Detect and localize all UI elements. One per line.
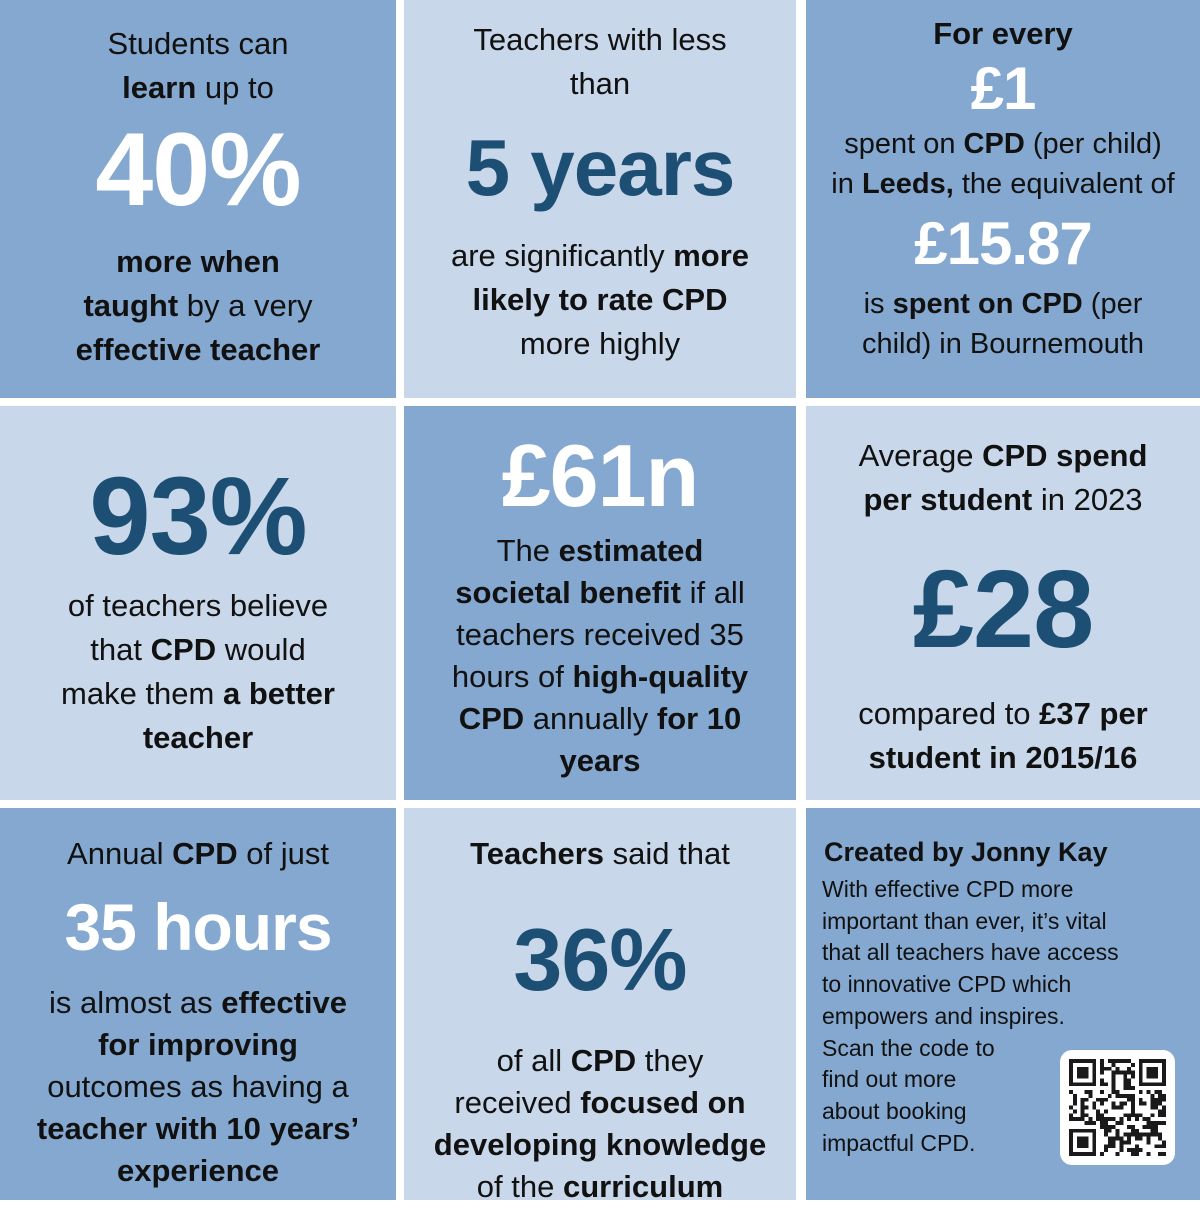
author-description-line: to innovative CPD which	[822, 971, 1072, 998]
author-description-line: impactful CPD.	[822, 1129, 976, 1156]
tile4-line3: make them a better	[61, 676, 335, 711]
author-description-line: With effective CPD more	[822, 876, 1074, 902]
stat-93-percent: 93%	[89, 455, 307, 578]
tile4-line4: teacher	[142, 720, 254, 755]
tile-5-years	[404, 0, 796, 398]
tile1-line5: effective teacher	[75, 332, 321, 367]
tile8-line5: of the curriculum	[476, 1169, 724, 1204]
tile6-line4: student in 2015/16	[868, 740, 1138, 775]
qr-code[interactable]	[1060, 1050, 1175, 1165]
tile4-line2: that CPD would	[90, 632, 306, 667]
tile6-line1: Average CPD spend	[858, 438, 1148, 473]
author-description-line: empowers and inspires.	[822, 1002, 1065, 1029]
tile-61-billion	[404, 406, 796, 800]
tile3-line3: in Leeds, the equivalent of	[831, 168, 1175, 200]
tile2-line2: than	[569, 66, 631, 101]
author-heading: Created by Jonny Kay	[824, 837, 1108, 867]
tile7-line6: experience	[117, 1153, 279, 1188]
stat-1-pound: £1	[970, 55, 1036, 122]
tile3-line2: spent on CPD (per child)	[844, 128, 1162, 160]
qr-code-icon	[1069, 1059, 1166, 1156]
tile5-line4: hours of high-quality	[451, 659, 749, 694]
stat-40-percent: 40%	[95, 112, 301, 228]
tile-35-hours	[0, 808, 396, 1200]
tile6-line2: per student in 2023	[863, 482, 1143, 517]
stat-15-87: £15.87	[914, 210, 1092, 277]
tile1-line2: learn up to	[122, 70, 274, 105]
author-description-line: about booking	[822, 1097, 967, 1124]
author-description-line: that all teachers have access	[822, 939, 1119, 966]
tile7-line3: for improving	[98, 1027, 298, 1062]
tile7-line4: outcomes as having a	[47, 1069, 349, 1104]
tile2-line5: more highly	[519, 326, 681, 361]
tile7-line5: teacher with 10 years’	[36, 1111, 360, 1146]
tile2-line4: likely to rate CPD	[472, 282, 728, 317]
stat-28-pounds: £28	[912, 548, 1094, 671]
stat-35-hours: 35 hours	[64, 890, 332, 964]
author-description-line: Scan the code to	[822, 1034, 995, 1061]
tile3-line4: is spent on CPD (per	[863, 288, 1143, 320]
tile8-line4: developing knowledge	[433, 1127, 767, 1162]
tile-93-percent	[0, 406, 396, 800]
tile7-line1: Annual CPD of just	[67, 836, 329, 871]
tile2-line1: Teachers with less	[473, 22, 727, 57]
tile5-line5: CPD annually for 10	[458, 701, 742, 736]
tile8-line1: Teachers said that	[470, 836, 730, 871]
tile8-line2: of all CPD they	[496, 1043, 704, 1078]
tile-28-pounds	[806, 406, 1200, 800]
tile1-line1: Students can	[107, 26, 289, 61]
tile6-line3: compared to £37 per	[858, 696, 1148, 731]
stat-61n: £61n	[501, 426, 699, 525]
tile8-line3: received focused on	[454, 1085, 746, 1120]
tile5-line1: The estimated	[496, 533, 704, 568]
tile1-line3: more when	[116, 244, 280, 279]
tile-40-percent	[0, 0, 396, 398]
tile4-line1: of teachers believe	[67, 588, 329, 623]
tile-leeds-bournemouth	[806, 0, 1200, 398]
author-description-line: find out more	[822, 1066, 957, 1093]
tile1-line4: taught by a very	[83, 288, 313, 323]
tile-36-percent	[404, 808, 796, 1204]
tile2-line3: are significantly more	[450, 238, 750, 273]
stat-5-years: 5 years	[465, 123, 735, 212]
tile5-line2: societal benefit if all	[455, 575, 745, 610]
tile3-line1: For every	[933, 16, 1073, 51]
tile5-line3: teachers received 35	[456, 617, 744, 652]
tile3-line5: child) in Bournemouth	[861, 328, 1145, 360]
tile7-line2: is almost as effective	[48, 985, 348, 1020]
author-description-line: important than ever, it’s vital	[822, 907, 1107, 934]
stat-36-percent: 36%	[513, 910, 687, 1009]
tile5-line6: years	[559, 743, 641, 778]
